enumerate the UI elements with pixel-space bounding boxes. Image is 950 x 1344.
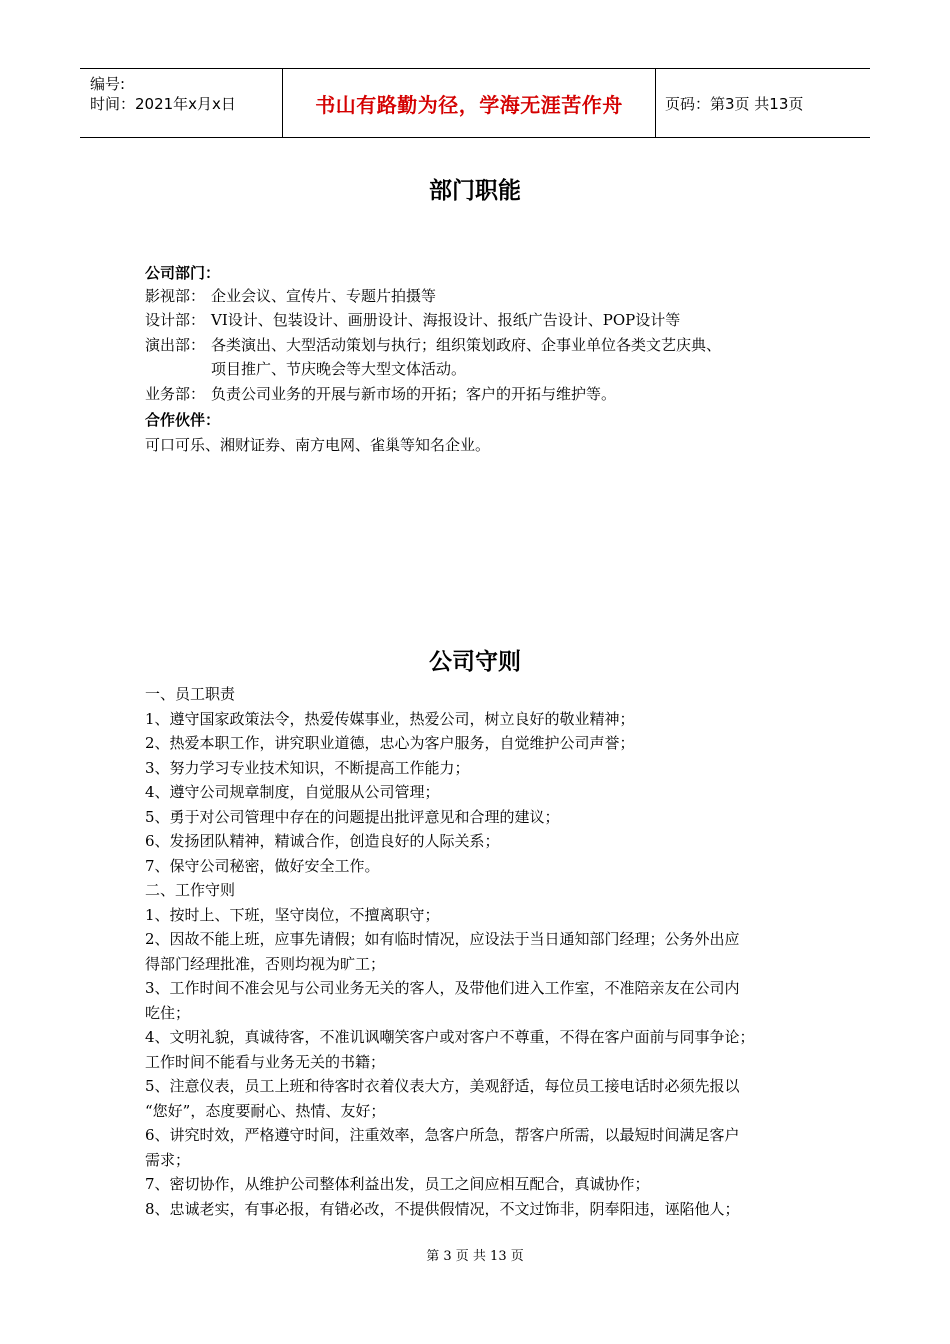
rules-heading-work: 二、工作守则 <box>145 881 236 899</box>
section-title-departments: 部门职能 <box>429 178 521 204</box>
rule-line: 5、注意仪表，员工上班和待客时衣着仪表大方，美观舒适，每位员工接电话时必须先报以 <box>145 1077 740 1095</box>
motto-text: 书山有路勤为径，学海无涯苦作舟 <box>315 92 623 117</box>
rule-line: 4、文明礼貌，真诚待客，不准讥讽嘲笑客户或对客户不尊重，不得在客户面前与同事争论； <box>145 1028 755 1046</box>
date-label: 时间：2021年x月x日 <box>90 95 236 113</box>
rule-line: 1、按时上、下班，坚守岗位，不擅离职守； <box>145 905 440 924</box>
rule-line: 5、勇于对公司管理中存在的问题提出批评意见和合理的建议； <box>145 807 560 826</box>
rule-line: 6、讲究时效，严格遵守时间，注重效率，急客户所急，帮客户所需，以最短时间满足客户 <box>145 1126 740 1144</box>
rule-line: 2、因故不能上班，应事先请假；如有临时情况，应设法于当日通知部门经理；公务外出应 <box>145 930 740 948</box>
rule-line: 8、忠诚老实，有事必报，有错必改，不提供假情况，不文过饰非，阴奉阳违，诬陷他人； <box>145 1199 740 1218</box>
header-motto-cell <box>282 69 656 137</box>
rule-line: 3、努力学习专业技术知识，不断提高工作能力； <box>145 758 470 777</box>
department-desc: 各类演出、大型活动策划与执行；组织策划政府、企事业单位各类文艺庆典、 <box>211 336 722 354</box>
rule-line: “您好”，态度要耐心、热情、友好； <box>145 1101 386 1120</box>
rule-line: 工作时间不能看与业务无关的书籍； <box>145 1052 386 1071</box>
department-name: 演出部： <box>145 336 206 354</box>
rules-heading-duties: 一、员工职责 <box>145 685 236 703</box>
rule-line: 1、遵守国家政策法令，热爱传媒事业，热爱公司，树立良好的敬业精神； <box>145 709 635 728</box>
rule-line: 吃住； <box>145 1003 191 1022</box>
rule-line: 得部门经理批准，否则均视为旷工； <box>145 954 386 973</box>
department-desc-cont: 项目推广、节庆晚会等大型文体活动。 <box>211 360 467 378</box>
header-meta-cell <box>80 69 282 137</box>
partners-text: 可口可乐、湘财证券、南方电网、雀巢等知名企业。 <box>145 436 491 454</box>
rule-line: 4、遵守公司规章制度，自觉服从公司管理； <box>145 783 440 801</box>
page-info: 页码：第3页 共13页 <box>665 94 804 113</box>
document-header <box>80 68 870 138</box>
rule-line: 需求； <box>145 1150 191 1169</box>
department-desc: 负责公司业务的开展与新市场的开拓；客户的开拓与维护等。 <box>211 385 617 403</box>
department-name: 设计部： <box>145 311 206 329</box>
department-name: 业务部： <box>145 385 206 403</box>
page-footer: 第 3 页 共 13 页 <box>426 1249 524 1264</box>
rule-line: 6、发扬团队精神，精诚合作，创造良好的人际关系； <box>145 832 500 850</box>
rule-line: 7、保守公司秘密，做好安全工作。 <box>145 856 380 875</box>
rule-line: 2、热爱本职工作，讲究职业道德，忠心为客户服务，自觉维护公司声誉； <box>145 734 635 752</box>
department-desc: 企业会议、宣传片、专题片拍摄等 <box>211 287 437 305</box>
header-page-cell <box>655 69 870 137</box>
department-name: 影视部： <box>145 287 206 305</box>
code-label: 编号: <box>90 75 126 93</box>
rule-line: 3、工作时间不准会见与公司业务无关的客人，及带他们进入工作室，不准陪亲友在公司内 <box>145 979 740 997</box>
section-title-rules: 公司守则 <box>429 649 521 675</box>
rule-line: 7、密切协作，从维护公司整体利益出发，员工之间应相互配合，真诚协作； <box>145 1175 650 1193</box>
company-rules-body <box>145 682 825 1221</box>
partners-label: 合作伙伴： <box>145 411 221 429</box>
company-departments-label: 公司部门： <box>145 264 221 282</box>
department-desc: VI设计、包装设计、画册设计、海报设计、报纸广告设计、POP设计等 <box>211 311 681 329</box>
